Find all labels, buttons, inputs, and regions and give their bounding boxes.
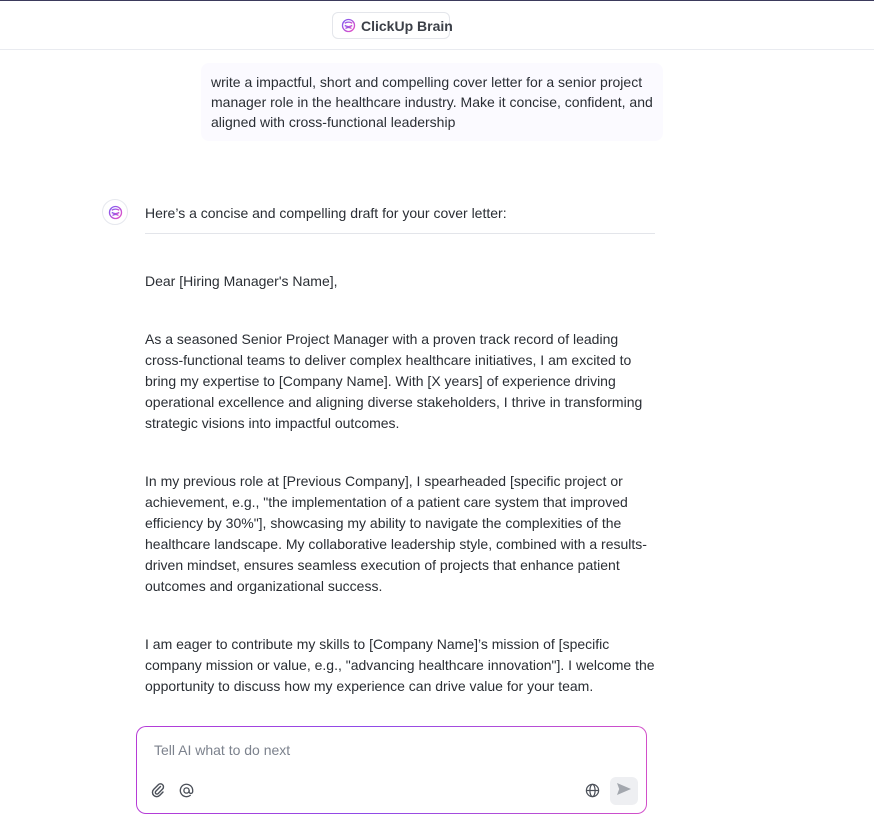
send-button[interactable] bbox=[610, 777, 638, 805]
send-icon bbox=[616, 782, 632, 801]
user-message: write a impactful, short and compelling cover letter for a senior project manager role in the healthcare industry. Make it concise, confident, and aligned with cross-functional leadership bbox=[201, 63, 663, 141]
ai-avatar-icon bbox=[102, 199, 128, 225]
response-divider bbox=[145, 233, 655, 234]
paperclip-icon[interactable] bbox=[148, 780, 168, 800]
brand-title: ClickUp Brain bbox=[361, 17, 453, 34]
globe-icon[interactable] bbox=[582, 780, 602, 800]
mention-icon[interactable] bbox=[176, 780, 196, 800]
letter-paragraph-3: I am eager to contribute my skills to [Company Name]’s mission of [specific company mission or value, e.g., "advancing healthcare innovation"]. I welcome the opportunity to discuss how my experience can drive value for your team. bbox=[145, 636, 655, 694]
prompt-input[interactable] bbox=[154, 740, 624, 760]
letter-paragraph-2: In my previous role at [Previous Company], I spearheaded [specific project or achievement, e.g., "the implementation of a patient care system that improved efficiency by 30%"], showcasing my ability to navigate the complexities of the healthcare landscape. My collaborative leadership style, combined with a results-driven mindset, ensures seamless execution of projects that enhance patient outcomes and organizational success. bbox=[145, 473, 647, 594]
composer-box bbox=[137, 727, 646, 813]
assistant-intro: Here’s a concise and compelling draft for your cover letter: bbox=[145, 205, 507, 221]
letter-paragraph-1: As a seasoned Senior Project Manager with a proven track record of leading cross-functional teams to deliver complex healthcare initiatives, I am excited to bring my expertise to [Company Name]. With [X years] of experience driving operational excellence and aligning diverse stakeholders, I thrive in transforming strategic visions into impactful outcomes. bbox=[145, 331, 643, 431]
letter-greeting: Dear [Hiring Manager's Name], bbox=[145, 273, 338, 289]
clickup-brain-logo-icon bbox=[341, 18, 356, 33]
brand-button[interactable] bbox=[332, 12, 453, 39]
composer bbox=[136, 726, 647, 814]
header-bar bbox=[0, 1, 874, 50]
